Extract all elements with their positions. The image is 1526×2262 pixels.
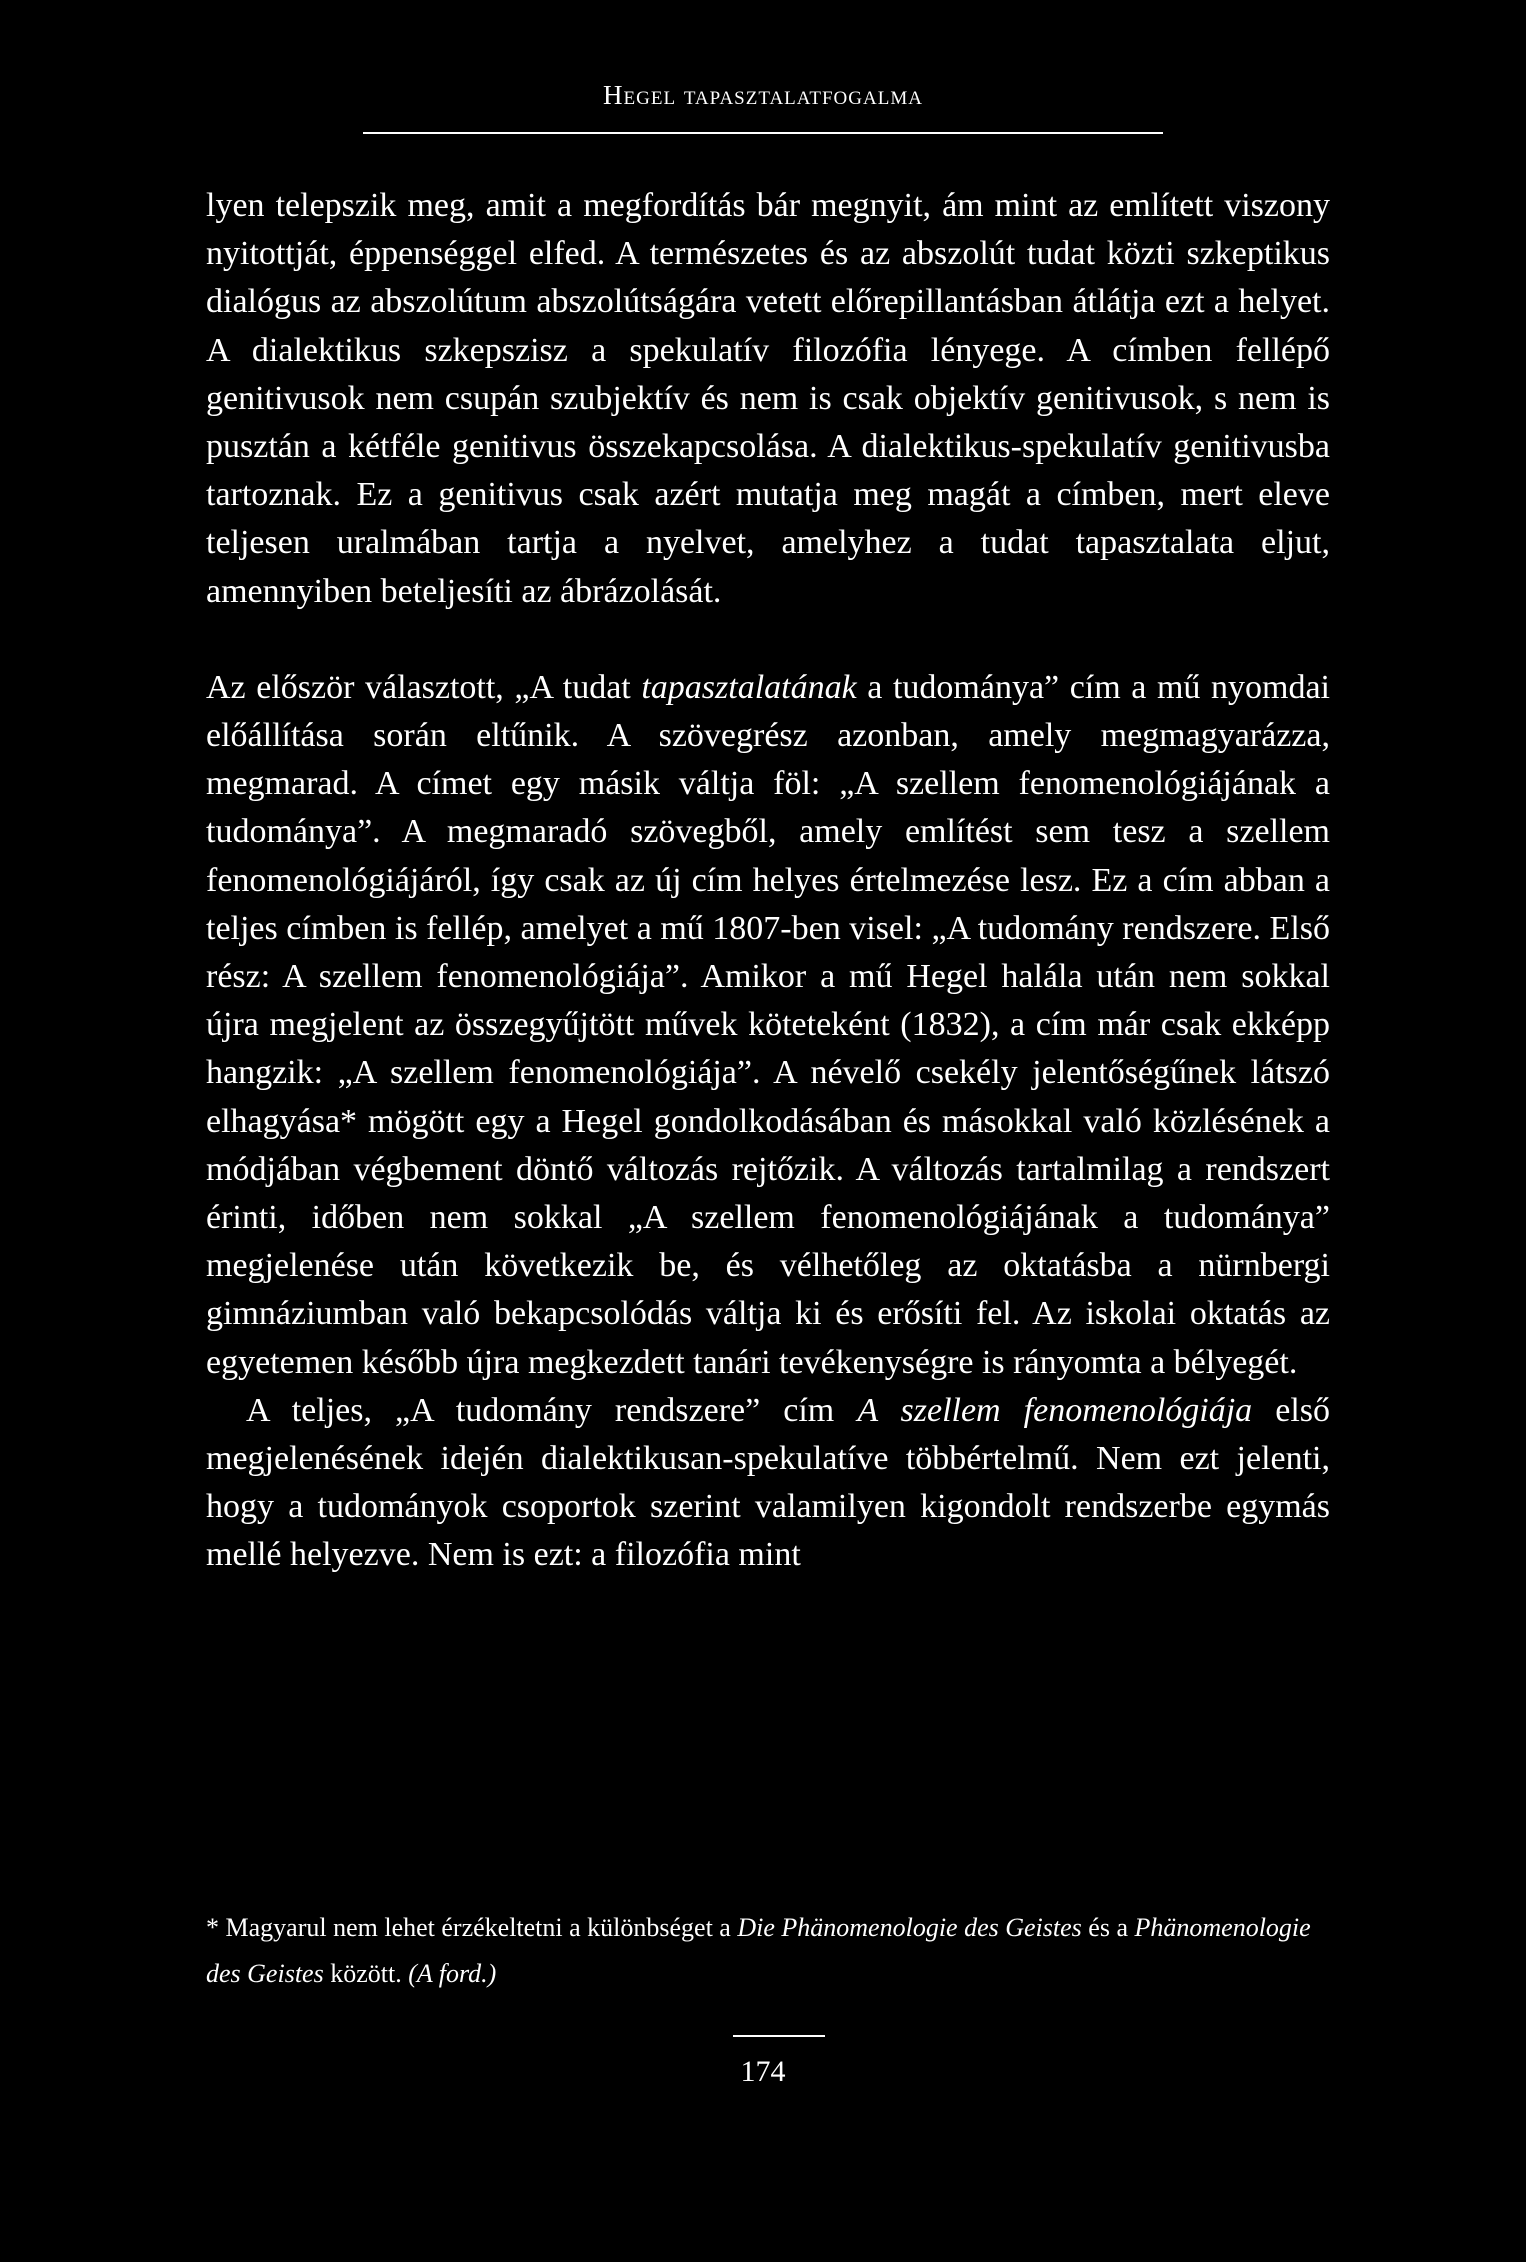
footnote-title-1: Die Phänomenologie des Geistes xyxy=(737,1913,1082,1942)
footnote-title-2: Phänomenologie des Geistes xyxy=(206,1913,1311,1988)
paragraph-3-rest: első megjelenésének idején dialektikusan-spekulatíve többértelmű. Nem ezt jelenti, hogy a tudományok csoportok szerint valamilyen kigondolt rendszerbe egymás mellé helyezve. Nem is ezt: a filozófia mint xyxy=(206,1391,1331,1574)
body-text xyxy=(206,182,1330,1580)
paragraph-2-start: Az először választott, „A tudat xyxy=(206,668,642,706)
footnote-part-2: és a xyxy=(1081,1913,1135,1942)
footnote-part-3: között. xyxy=(323,1959,409,1988)
paragraph-2-italic: tapasztalatának xyxy=(641,668,857,706)
paragraph-3 xyxy=(206,1387,1330,1580)
header-rule xyxy=(363,132,1163,134)
footnote-translator-note: (A ford.) xyxy=(408,1959,497,1988)
paragraph-2 xyxy=(206,664,1330,1387)
paragraph-3-start: A teljes, „A tudomány rendszere” cím xyxy=(246,1391,858,1429)
paragraph-3-italic: A szellem fenomenológiája xyxy=(857,1391,1253,1429)
page-number: 174 xyxy=(740,2055,786,2088)
footnote-part-1: * Magyarul nem lehet érzékeltetni a különbséget a xyxy=(206,1913,738,1942)
footnote xyxy=(206,1905,1330,1997)
footnote-text xyxy=(206,1905,1330,1997)
page-number-rule xyxy=(733,2035,825,2037)
running-head: Hegel tapasztalatfogalma xyxy=(603,80,923,110)
paragraph-2-rest: a tudománya” cím a mű nyomdai előállítása során eltűnik. A szövegrész azonban, amely megmagyarázza, megmarad. A címet egy másik váltja föl: „A szellem fenomenológiájának a tudománya”. A megmaradó szövegből, amely említést sem tesz a szellem fenomenológiájáról, így csak az új cím helyes értelmezése lesz. Ez a cím abban a teljes címben is fellép, amelyet a mű 1807-ben visel: „A tudomány rendszere. Első rész: A szellem fenomenológiája”. Amikor a mű Hegel halála után nem sokkal újra megjelent az összegyűjtött művek köteteként (1832), a cím már csak ekképp hangzik: „A szellem fenomenológiája”. A névelő csekély jelentőségűnek látszó elhagyása* mögött egy a Hegel gondolkodásában és másokkal való közlésének a módjában végbement döntő változás rejtőzik. A változás tartalmilag a rendszert érinti, időben nem sokkal „A szellem fenomenológiájának a tudománya” megjelenése után következik be, és vélhetőleg az oktatásba a nürnbergi gimnáziumban való bekapcsolódás váltja ki és erősíti fel. Az iskolai oktatás az egyetemen később újra megkezdett tanári tevékenységre is rányomta a bélyegét. xyxy=(206,668,1331,1381)
paragraph-1: lyen telepszik meg, amit a megfordítás bár megnyit, ám mint az említett viszony nyitottját, éppenséggel elfed. A természetes és az abszolút tudat közti szkeptikus dialógus az abszolútum abszolútságára vetett előrepillantásban átlátja ezt a helyet. A dialektikus szkepszisz a spekulatív filozófia lényege. A címben fellépő genitivusok nem csupán szubjektív és nem is csak objektív genitivusok, s nem is pusztán a kétféle genitivus összekapcsolása. A dialektikus-spekulatív genitivusba tartoznak. Ez a genitivus csak azért mutatja meg magát a címben, mert eleve teljesen uralmában tartja a nyelvet, amelyhez a tudat tapasztalata eljut, amennyiben beteljesíti az ábrázolását. xyxy=(206,187,1330,610)
